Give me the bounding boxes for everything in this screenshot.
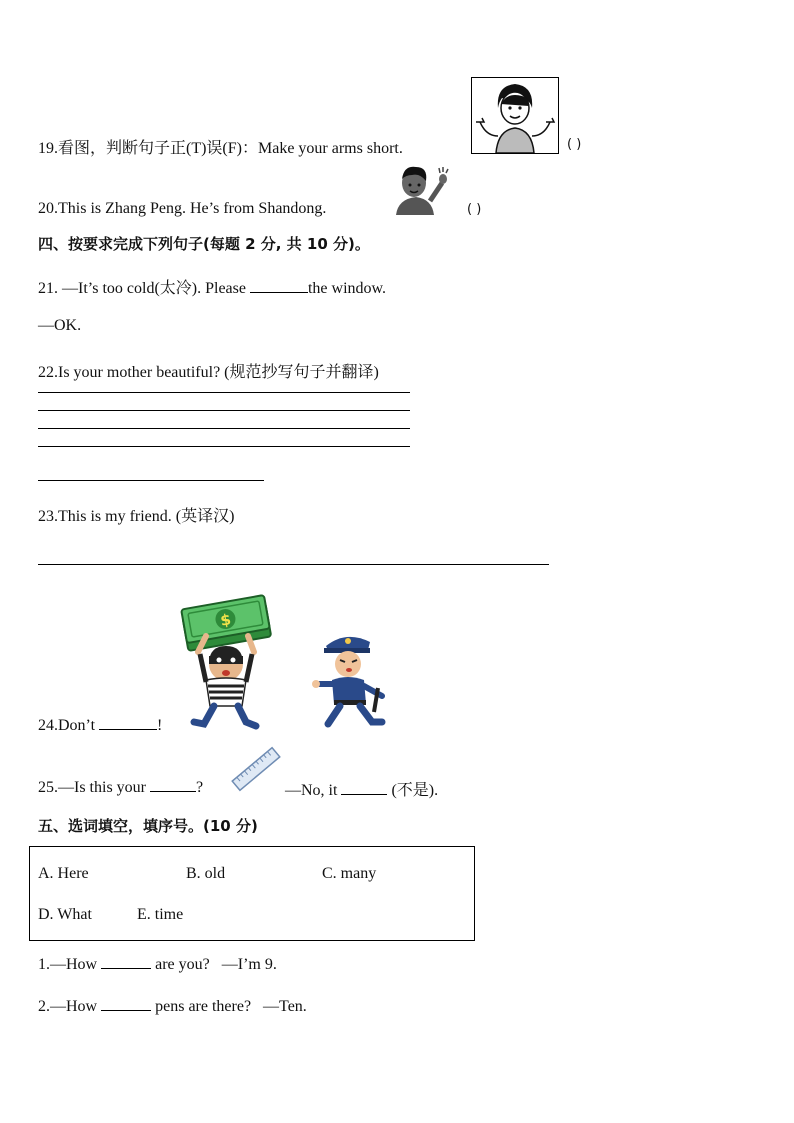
- shrugging-person-picture: [471, 77, 559, 154]
- answer-paren-20[interactable]: ( ): [467, 202, 482, 217]
- option-d: D. What: [38, 906, 92, 923]
- question-20: [38, 200, 326, 218]
- sentence-1: 1.—How are you? —I’m 9.: [38, 956, 277, 973]
- option-c: C. many: [322, 865, 377, 882]
- option-b: B. old: [186, 865, 226, 882]
- blank-24[interactable]: [99, 715, 157, 730]
- ruler-picture: [230, 745, 282, 793]
- writing-line[interactable]: [38, 410, 410, 411]
- question-23: 23.This is my friend. (英译汉): [38, 508, 235, 525]
- boy-waving-picture: [390, 163, 450, 215]
- question-22: 22.Is your mother beautiful? (规范抄写句子并翻译): [38, 364, 379, 381]
- section-4-title: 四、按要求完成下列句子(每题 2 分, 共 10 分)。: [38, 235, 370, 253]
- question-20-text: 20.This is Zhang Peng. He’s from Shandong.: [38, 200, 327, 217]
- answer-paren-19[interactable]: ( ): [567, 137, 582, 152]
- section-5-title: 五、选词填空，填序号。(10 分): [38, 817, 258, 835]
- option-e: E. time: [137, 906, 184, 923]
- question-25-reply: —No, it (不是).: [285, 782, 439, 799]
- question-24: 24.Don’t !: [38, 717, 163, 734]
- question-21: 21. —It’s too cold(太冷). Please the window.: [38, 280, 387, 297]
- option-a: A. Here: [38, 865, 89, 882]
- translation-line[interactable]: [38, 480, 264, 481]
- blank-25a[interactable]: [150, 777, 196, 792]
- question-19: [38, 135, 403, 158]
- writing-line[interactable]: [38, 392, 410, 393]
- dollar-sign-icon: $: [218, 610, 233, 630]
- policeman-picture: [312, 628, 392, 728]
- answer-21: —OK.: [38, 317, 82, 334]
- blank-21[interactable]: [250, 278, 308, 293]
- blank-25b[interactable]: [341, 780, 387, 795]
- word-bank-box: [29, 846, 475, 941]
- translation-line[interactable]: [38, 564, 549, 565]
- writing-line[interactable]: [38, 428, 410, 429]
- sentence-2: 2.—How pens are there? —Ten.: [38, 998, 307, 1015]
- blank-s2[interactable]: [101, 996, 151, 1011]
- question-25: 25.—Is this your ?: [38, 779, 204, 796]
- blank-s1[interactable]: [101, 954, 151, 969]
- question-19-text: 19.看图，判断句子正(T)误(F)：Make your arms short.: [38, 140, 403, 157]
- thief-with-money-picture: [176, 592, 276, 732]
- writing-line[interactable]: [38, 446, 410, 447]
